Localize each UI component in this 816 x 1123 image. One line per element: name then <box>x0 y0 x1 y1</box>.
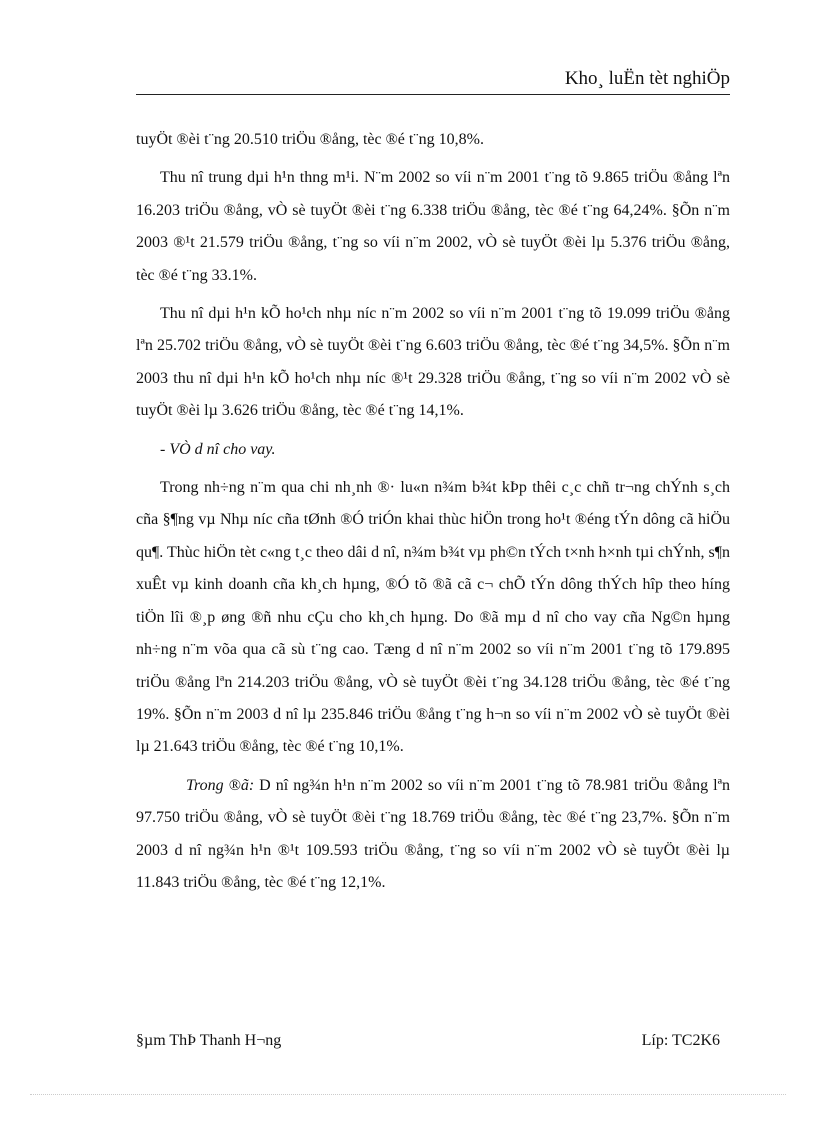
section-heading-du-no: - VÒ d nî cho vay. <box>160 440 276 458</box>
paragraph-3: Thu nî dµi h¹n kÕ ho¹ch nhµ níc n¨m 2002 so víi n¨m 2001 t¨ng tõ 19.099 triÖu ®ång lªn 25.702 triÖu ®ång, vÒ sè tuyÖt ®èi t¨ng 6.603 triÖu ®ång, tèc ®é t¨ng 34,5%. §Õn n¨m 2003 thu nî dµi h¹n kÕ ho¹ch nhµ níc ®¹t 29.328 triÖu ®ång, t¨ng so víi n¨m 2002 vÒ sè tuyÖt ®èi lµ 3.626 triÖu ®ång, tèc ®é t¨ng 14,1%. <box>136 305 730 420</box>
header-title: Kho¸ luËn tèt nghiÖp <box>564 68 730 89</box>
paragraph-2: Thu nî trung dµi h¹n thng m¹i. N¨m 2002 so víi n¨m 2001 t¨ng tõ 9.865 triÖu ®ång lªn 16.203 triÖu ®ång, vÒ sè tuyÖt ®èi t¨ng 6.338 triÖu ®ång, tèc ®é t¨ng 64,24%. §Õn n¨m 2003 ®¹t 21.579 triÖu ®ång, t¨ng so víi n¨m 2002, vÒ sè tuyÖt ®èi lµ 5.376 triÖu ®ång, tèc ®é t¨ng 33.1%. <box>136 169 730 284</box>
page-bottom-divider <box>30 1094 786 1095</box>
footer-class: Líp: TC2K6 <box>641 1032 720 1049</box>
paragraph-6-text: D nî ng¾n h¹n n¨m 2002 so víi n¨m 2001 t¨ng tõ 78.981 triÖu ®ång lªn 97.750 triÖu ®ång, vÒ sè tuyÖt ®èi t¨ng 18.769 triÖu ®ång, tèc ®é t¨ng 23,7%. §Õn n¨m 2003 d nî ng¾n h¹n ®¹t 109.593 triÖu ®ång, t¨ng so víi n¨m 2002 vÒ sè tuyÖt ®èi lµ 11.843 triÖu ®ång, tèc ®é t¨ng 12,1%. <box>136 776 730 891</box>
page-header <box>136 66 730 95</box>
paragraph-6-lead: Trong ®ã: <box>186 776 255 794</box>
footer-author: §µm ThÞ Thanh H¬ng <box>136 1032 282 1049</box>
document-body <box>136 124 730 905</box>
paragraph-1: tuyÖt ®èi t¨ng 20.510 triÖu ®ång, tèc ®é t¨ng 10,8%. <box>136 131 484 148</box>
paragraph-6 <box>136 770 730 900</box>
paragraph-5: Trong nh÷ng n¨m qua chi nh¸nh ®· lu«n n¾m b¾t kÞp thêi c¸c chñ tr¬ng chÝnh s¸ch cña §¶ng vµ Nhµ níc cña tØnh ®Ó triÓn khai thùc hiÖn trong ho¹t ®éng tÝn dông cã hiÖu qu¶. Thùc hiÖn tèt c«ng t¸c theo dâi d nî, n¾m b¾t vµ ph©n tÝch t×nh h×nh tµi chÝnh, s¶n xuÊt vµ kinh doanh cña kh¸ch hµng, ®Ó tõ ®ã cã c¬ chÕ tÝn dông thÝch hîp theo híng tiÖn lîi ®¸p øng ®ñ nhu cÇu cho kh¸ch hµng. Do ®ã mµ d nî cho vay cña Ng©n hµng nh÷ng n¨m võa qua cã sù t¨ng cao. Tæng d nî n¨m 2002 so víi n¨m 2001 t¨ng tõ 179.895 triÖu ®ång lªn 214.203 triÖu ®ång, vÒ sè tuyÖt ®èi t¨ng 34.128 triÖu ®ång, tèc ®é t¨ng 19%. §Õn n¨m 2003 d nî lµ 235.846 triÖu ®ång t¨ng h¬n so víi n¨m 2002 vÒ sè tuyÖt ®èi lµ 21.643 triÖu ®ång, tèc ®é t¨ng 10,1%. <box>136 479 730 756</box>
